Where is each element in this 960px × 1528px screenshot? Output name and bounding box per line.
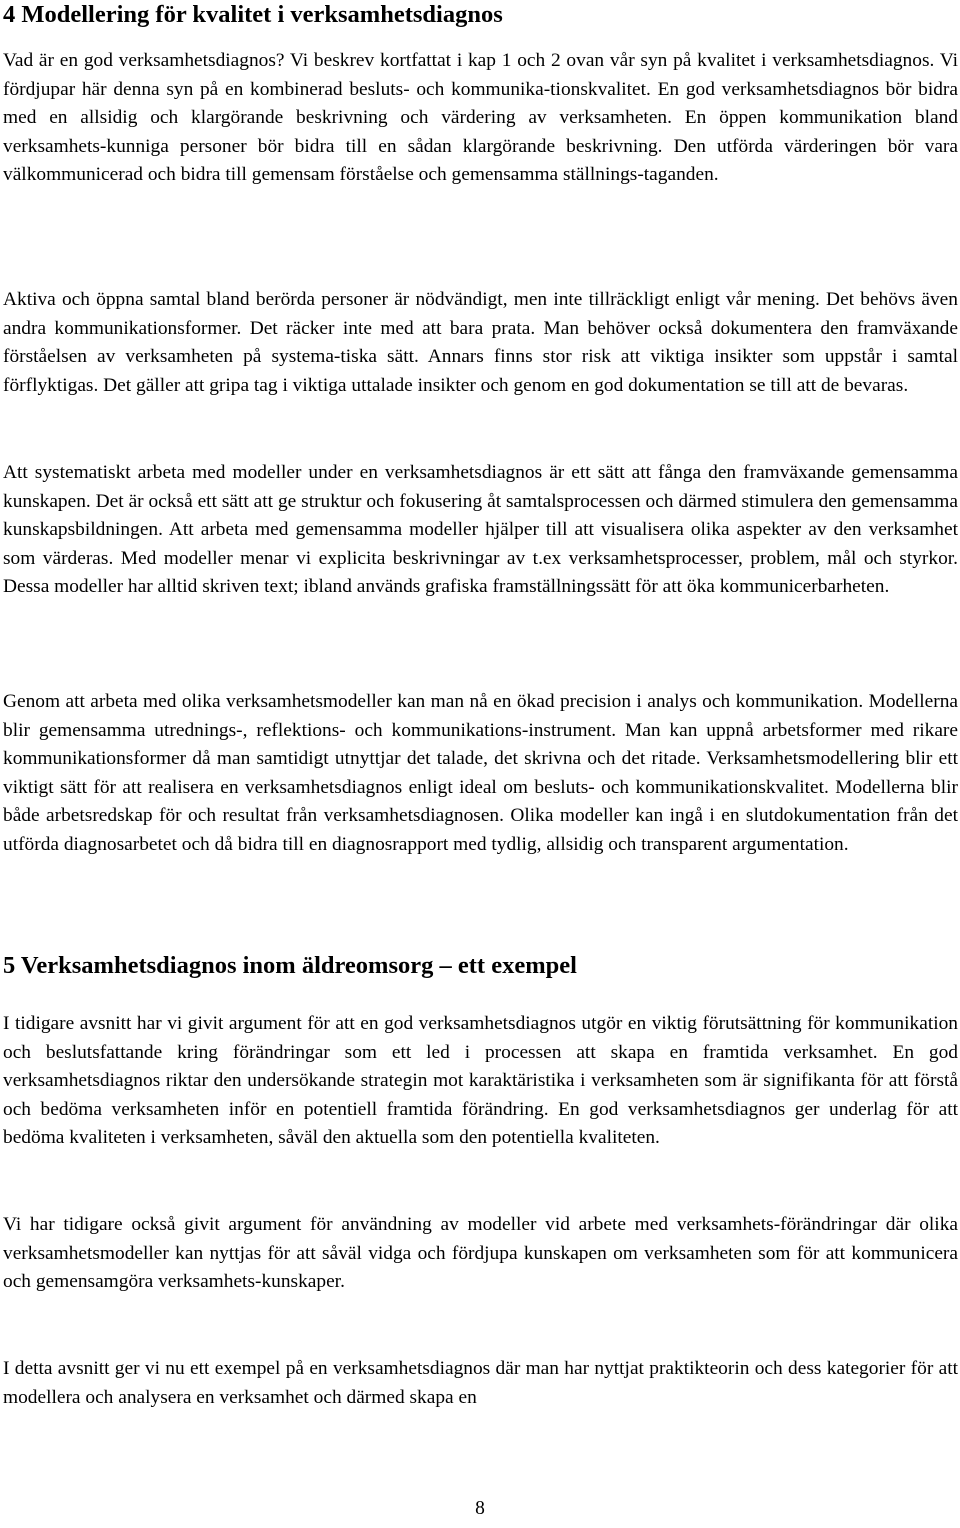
paragraph-5-1: I tidigare avsnitt har vi givit argument för att en god verksamhetsdiagnos utgör en viktig förutsättning för kommunikation och beslutsfattande kring förändringar som ett led i processen att skapa en framtida verksamhet. En god verksamhetsdiagnos riktar den undersökande strategin mot karaktäristika i verksamheten som är signifikanta för att förstå och bedöma verksamheten inför en potentiell framtida förändring. En god verksamhetsdiagnos ger underlag för att bedöma kvaliteten i verksamheten, såväl den aktuella som den potentiella kvaliteten.	[3, 1013, 958, 1148]
section-heading-4: 4 Modellering för kvalitet i verksamhetsdiagnos	[3, 1, 503, 28]
paragraph-4-1: Vad är en god verksamhetsdiagnos? Vi beskrev kortfattat i kap 1 och 2 ovan vår syn på kvalitet i verksamhetsdiagnos. Vi fördjupar här denna syn på en kombinerad besluts- och kommunika-tionskvalitet. En god verksamhetsdiagnos bör bidra med en allsidig och klargörande beskrivning och värdering av verksamheten. En öppen kommunikation bland verksamhets-kunniga personer bör bidra till en sådan klargörande beskrivning. Den utförda värderingen bör vara välkommunicerad och bidra till gemensam förståelse och gemensamma ställnings-taganden.	[3, 50, 958, 185]
paragraph-4-3: Att systematiskt arbeta med modeller under en verksamhetsdiagnos är ett sätt att fånga den framväxande gemensamma kunskapen. Det är också ett sätt att ge struktur och fokusering åt samtalsprocessen och därmed stimulera den gemensamma kunskapsbildningen. Att arbeta med gemensamma modeller hjälper till att visualisera olika aspekter av den verksamhet som värderas. Med modeller menar vi explicita beskrivningar av t.ex verksamhetsprocesser, problem, mål och styrkor. Dessa modeller har alltid skriven text; ibland används grafiska framställningssätt för att öka kommunicerbarheten.	[3, 462, 958, 597]
paragraph-4-2: Aktiva och öppna samtal bland berörda personer är nödvändigt, men inte tillräckligt enligt vår mening. Det behövs även andra kommunikationsformer. Det räcker inte med att bara prata. Man behöver också dokumentera den framväxande förståelsen av verksamheten på systema-tiska sätt. Annars finns stor risk att viktiga insikter som uppstår i samtal förflyktigas. Det gäller att gripa tag i viktiga uttalade insikter och genom en god dokumentation se till att de bevaras.	[3, 289, 958, 396]
section-heading-5: 5 Verksamhetsdiagnos inom äldreomsorg – ett exempel	[3, 952, 577, 979]
page-number: 8	[475, 1498, 485, 1519]
paragraph-5-2: Vi har tidigare också givit argument för användning av modeller vid arbete med verksamhets-förändringar där olika verksamhetsmodeller kan nyttjas för att såväl vidga och fördjupa kunskapen om verksamheten som för att kommunicera och gemensamgöra verksamhets-kunskaper.	[3, 1214, 958, 1292]
paragraph-5-3: I detta avsnitt ger vi nu ett exempel på en verksamhetsdiagnos där man har nyttjat praktikteorin och dess kategorier för att modellera och analysera en verksamhet och därmed skapa en	[3, 1358, 958, 1408]
paragraph-4-4: Genom att arbeta med olika verksamhetsmodeller kan man nå en ökad precision i analys och kommunikation. Modellerna blir gemensamma utrednings-, reflektions- och kommunikations-instrument. Man kan uppnå arbetsformer med rikare kommunikationsformer då man samtidigt utnyttjar det talade, det skrivna och det ritade. Verksamhetsmodellering blir ett viktigt sätt för att realisera en verksamhetsdiagnos enligt ideal om besluts- och kommunikationskvalitet. Modellerna blir både arbetsredskap för och resultat från verksamhetsdiagnosen. Olika modeller kan ingå i en slutdokumentation från det utförda diagnosarbetet och då bidra till en diagnosrapport med tydlig, allsidig och transparent argumentation.	[3, 691, 958, 855]
